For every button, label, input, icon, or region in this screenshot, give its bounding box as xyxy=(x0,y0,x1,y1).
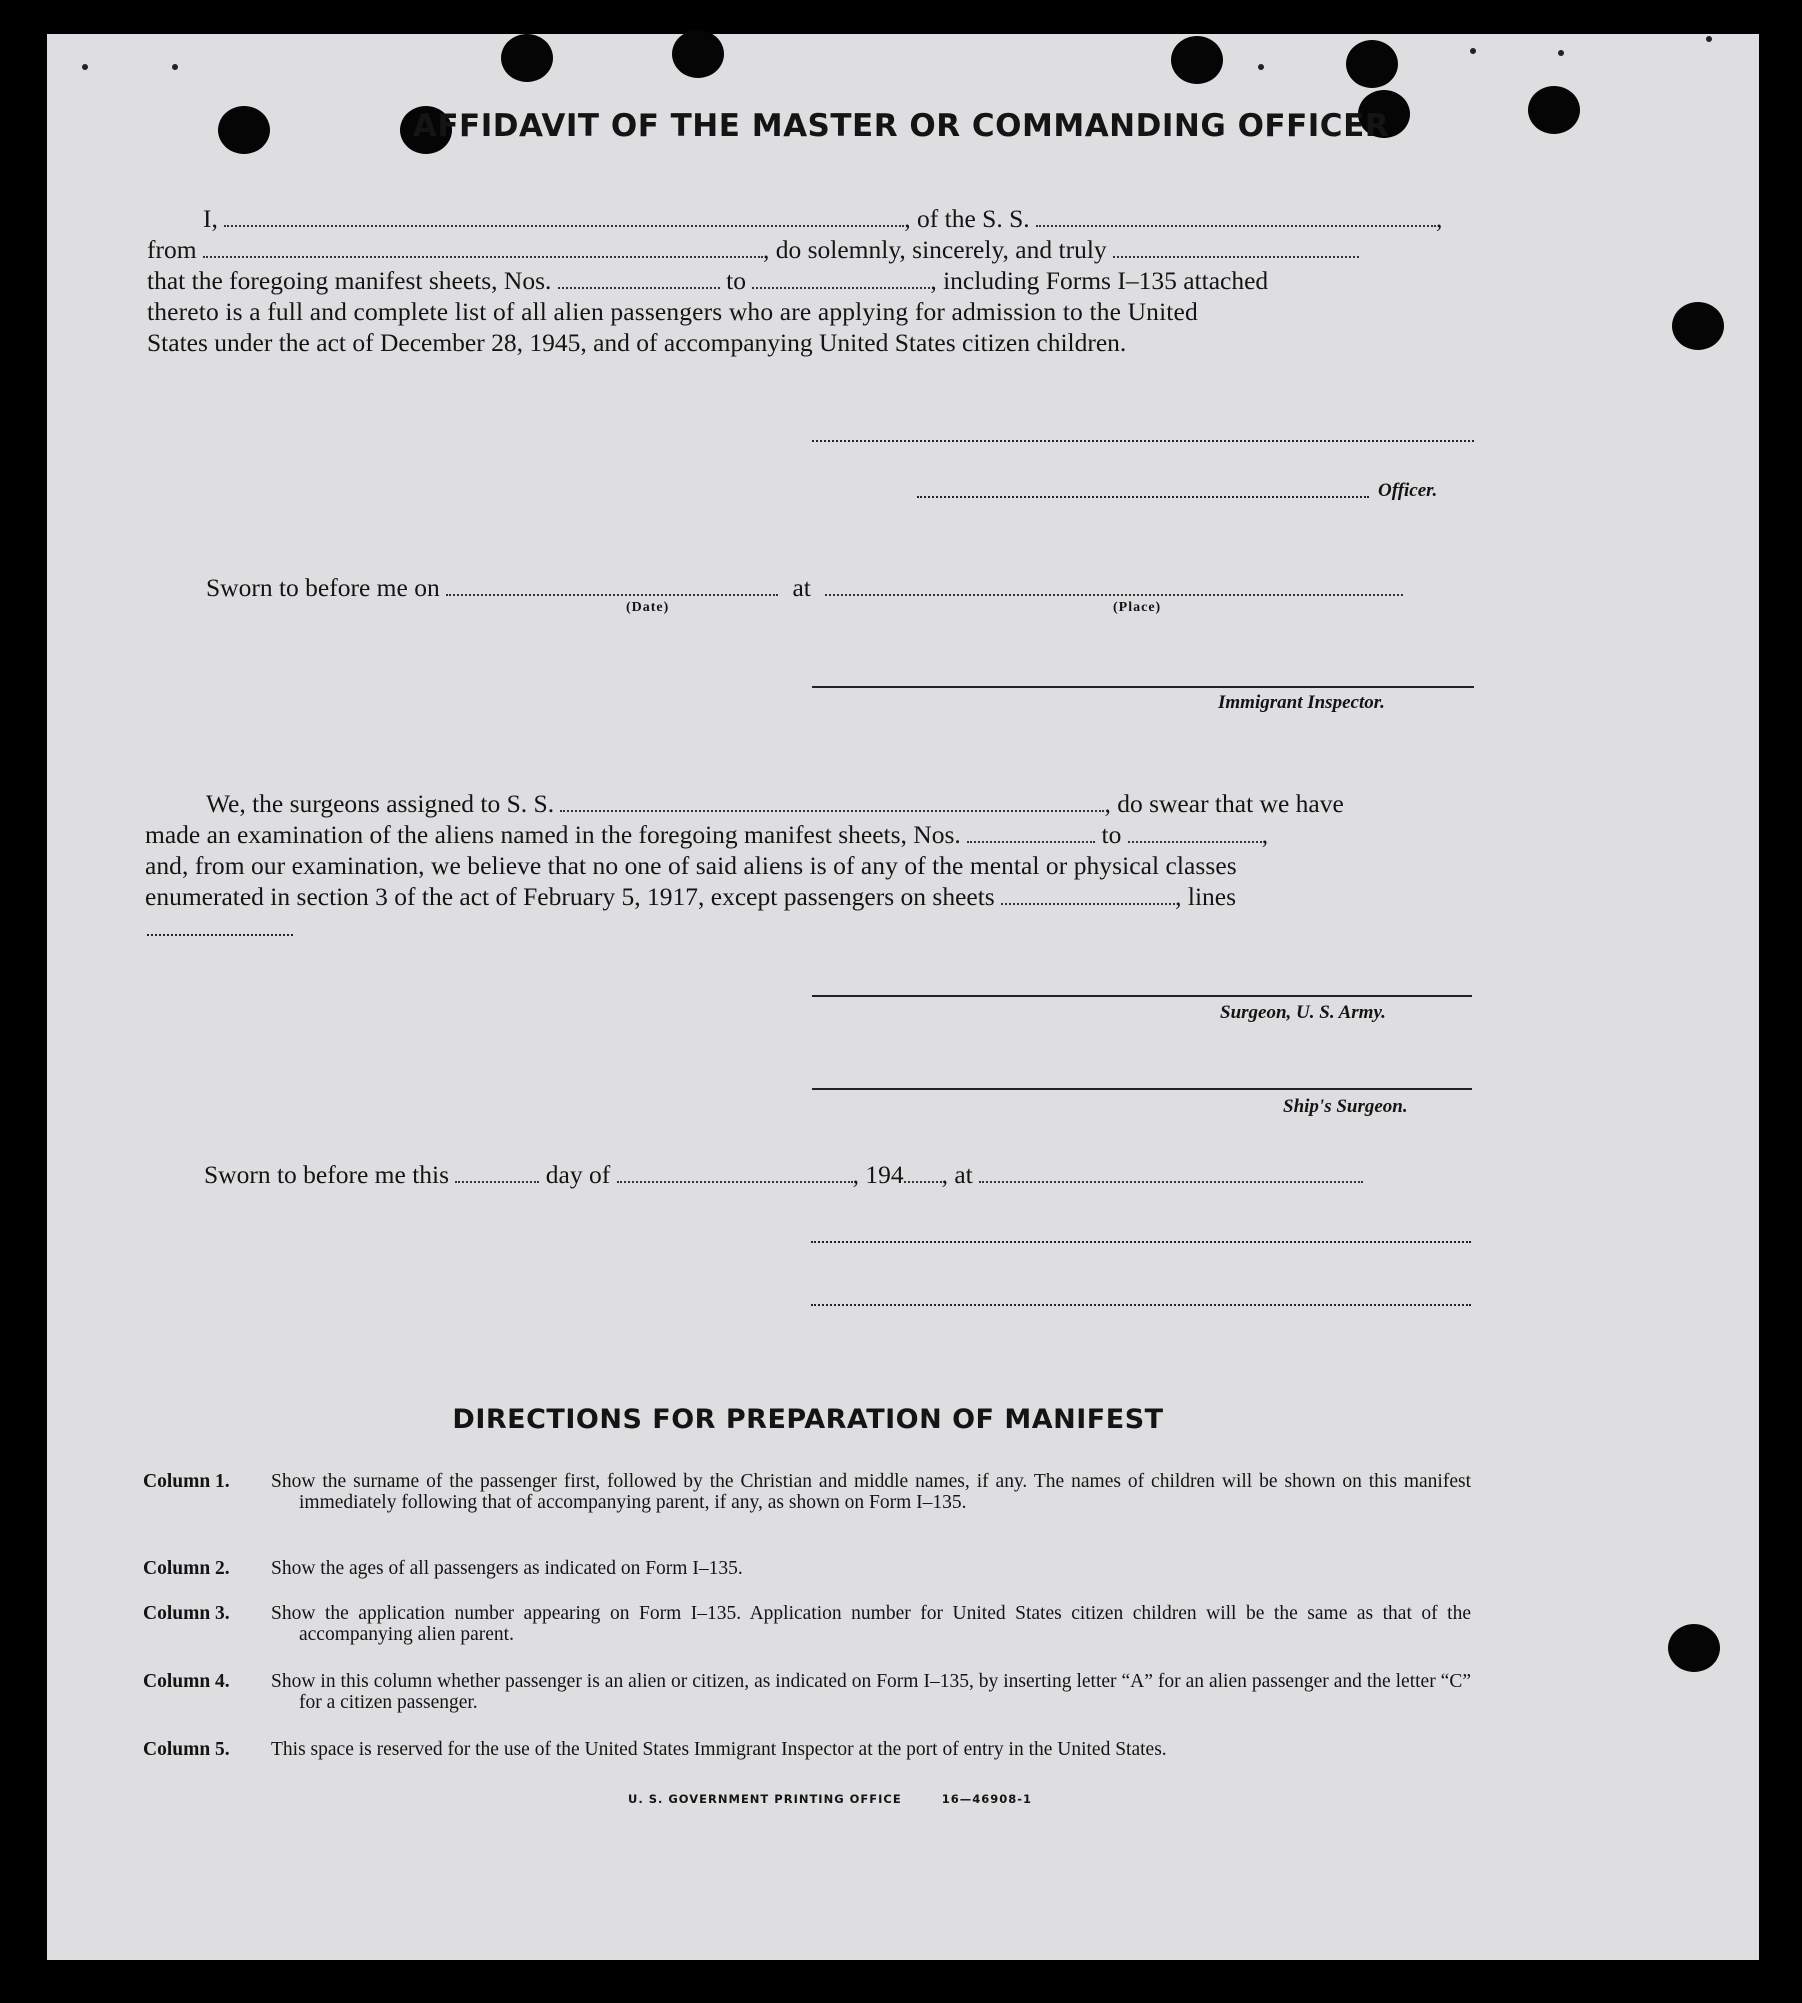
speck xyxy=(172,64,178,70)
text: , including Forms I–135 attached xyxy=(930,266,1269,295)
date-caption: (Date) xyxy=(626,600,670,615)
direction-text xyxy=(271,1471,1471,1513)
sworn-date-field[interactable] xyxy=(446,576,778,596)
text: , 194 xyxy=(852,1160,904,1189)
text: that the foregoing manifest sheets, Nos. xyxy=(147,266,552,295)
direction-body: Show the application number appearing on Form I–135. Application number for United States citizen children will be the same as that of the accompanying alien parent. xyxy=(271,1603,1471,1645)
text: to xyxy=(726,266,746,295)
direction-text xyxy=(271,1671,1471,1713)
affidavit-line-4: thereto is a full and complete list of all alien passengers who are applying for admission to the United xyxy=(147,297,1198,326)
inspector-label: Immigrant Inspector. xyxy=(1218,692,1385,713)
text: Sworn to before me on xyxy=(206,573,440,602)
direction-text xyxy=(271,1739,1471,1760)
speck xyxy=(82,64,88,70)
except-sheets-field[interactable] xyxy=(1001,885,1175,905)
text: , do solemnly, sincerely, and truly xyxy=(762,235,1107,264)
direction-text xyxy=(271,1603,1471,1645)
form-code: 16—46908-1 xyxy=(941,1792,1033,1806)
direction-column-4 xyxy=(143,1671,1473,1715)
except-lines-field[interactable] xyxy=(147,934,293,936)
ship-surgeon-label: Ship's Surgeon. xyxy=(1283,1096,1408,1117)
punch-hole xyxy=(1171,36,1223,84)
printer-name: U. S. GOVERNMENT PRINTING OFFICE xyxy=(628,1792,902,1806)
affidavit-line-2 xyxy=(147,234,1359,265)
speck xyxy=(1706,36,1712,42)
direction-label: Column 4. xyxy=(143,1671,230,1692)
surgeons-line-2 xyxy=(145,819,1268,850)
inspector-signature-line[interactable] xyxy=(812,686,1474,688)
sworn-location-field[interactable] xyxy=(979,1163,1363,1183)
direction-label: Column 1. xyxy=(143,1471,230,1492)
ship-surgeon-signature-line[interactable] xyxy=(812,1088,1472,1090)
printer-imprint xyxy=(628,1792,1032,1806)
officer-title-line[interactable] xyxy=(917,496,1369,498)
text: , xyxy=(1261,820,1269,849)
speck xyxy=(1470,48,1476,54)
from-port-field[interactable] xyxy=(203,238,763,258)
affidavit-line-1 xyxy=(203,203,1442,234)
officer-label: Officer. xyxy=(1378,480,1438,501)
text: day of xyxy=(545,1160,611,1189)
place-caption: (Place) xyxy=(1113,600,1162,615)
direction-label: Column 5. xyxy=(143,1739,230,1760)
sworn-place-field[interactable] xyxy=(825,576,1403,596)
master-signature-line[interactable] xyxy=(812,440,1474,442)
text: , do swear that we have xyxy=(1104,789,1344,818)
punch-hole xyxy=(1672,302,1724,350)
speck xyxy=(1558,50,1564,56)
surgeons-line-4 xyxy=(145,881,1236,912)
direction-body: Show the ages of all passengers as indicated on Form I–135. xyxy=(271,1558,743,1579)
affidavit-title: AFFIDAVIT OF THE MASTER OR COMMANDING OFFICER xyxy=(412,108,1390,144)
declaration-field[interactable] xyxy=(1113,238,1359,258)
direction-body: Show the surname of the passenger first, followed by the Christian and middle names, if any. The names of children will be shown on this manifest immediately following that of accompanying parent, if any, as shown on Form I–135. xyxy=(271,1471,1471,1513)
punch-hole xyxy=(1668,1624,1720,1672)
army-surgeon-signature-line[interactable] xyxy=(812,995,1472,997)
direction-text xyxy=(271,1558,1471,1579)
text: , of the S. S. xyxy=(904,204,1030,233)
text: We, the surgeons assigned to S. S. xyxy=(206,789,555,818)
direction-label: Column 3. xyxy=(143,1603,230,1624)
sworn-line-2 xyxy=(204,1159,1363,1190)
sheet-to-field[interactable] xyxy=(752,269,930,289)
sworn-signature-line[interactable] xyxy=(811,1241,1471,1243)
punch-hole xyxy=(1346,40,1398,88)
sworn-month-field[interactable] xyxy=(617,1163,853,1183)
sworn-line-1 xyxy=(206,572,1403,603)
sworn-year-field[interactable] xyxy=(904,1163,942,1183)
sheet-from-field[interactable] xyxy=(558,269,720,289)
examined-from-field[interactable] xyxy=(967,823,1095,843)
direction-label: Column 2. xyxy=(143,1558,230,1579)
text: , lines xyxy=(1175,882,1237,911)
surgeons-line-3: and, from our examination, we believe that no one of said aliens is of any of the mental or physical classes xyxy=(145,851,1237,880)
sworn-day-field[interactable] xyxy=(455,1163,539,1183)
text: , at xyxy=(941,1160,973,1189)
sworn-title-line[interactable] xyxy=(811,1304,1471,1306)
text: made an examination of the aliens named in the foregoing manifest sheets, Nos. xyxy=(145,820,961,849)
surgeon-ship-field[interactable] xyxy=(560,792,1104,812)
punch-hole xyxy=(501,34,553,82)
examined-to-field[interactable] xyxy=(1128,823,1262,843)
army-surgeon-label: Surgeon, U. S. Army. xyxy=(1220,1002,1386,1023)
speck xyxy=(1258,64,1264,70)
text: to xyxy=(1101,820,1122,849)
direction-body: Show in this column whether passenger is an alien or citizen, as indicated on Form I–135, by inserting letter “A” for an alien passenger and the letter “C” for a citizen passenger. xyxy=(271,1671,1471,1713)
text: I, xyxy=(203,204,218,233)
text: at xyxy=(792,573,811,602)
text: Sworn to before me this xyxy=(204,1160,450,1189)
direction-column-5 xyxy=(143,1739,1473,1783)
master-name-field[interactable] xyxy=(224,207,904,227)
direction-column-3 xyxy=(143,1603,1473,1647)
text: from xyxy=(147,235,197,264)
affidavit-line-3 xyxy=(147,265,1268,296)
affidavit-line-5: States under the act of December 28, 1945, and of accompanying United States citizen children. xyxy=(147,328,1127,357)
direction-column-2 xyxy=(143,1558,1473,1580)
direction-column-1 xyxy=(143,1471,1473,1537)
ship-name-field[interactable] xyxy=(1036,207,1436,227)
surgeons-line-1 xyxy=(206,788,1344,819)
direction-body: This space is reserved for the use of the United States Immigrant Inspector at the port of entry in the United States. xyxy=(271,1739,1167,1760)
text: enumerated in section 3 of the act of February 5, 1917, except passengers on sheets xyxy=(145,882,995,911)
punch-hole xyxy=(672,30,724,78)
text: , xyxy=(1436,204,1443,233)
directions-title: DIRECTIONS FOR PREPARATION OF MANIFEST xyxy=(452,1404,1164,1435)
